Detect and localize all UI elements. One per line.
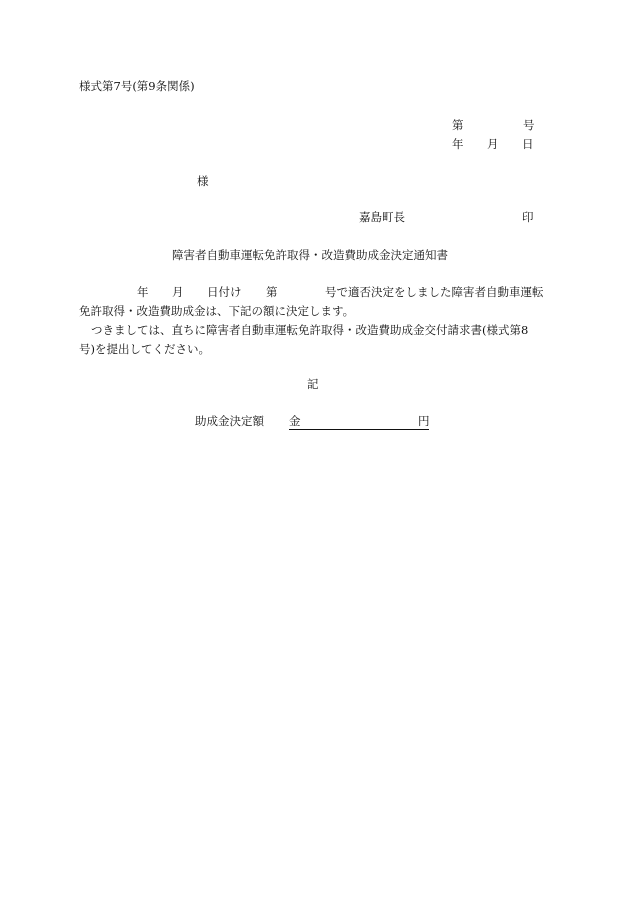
body-dated: 日付け — [207, 285, 242, 299]
sender-name: 嘉島町長 — [359, 210, 405, 224]
amount-underline — [289, 429, 429, 430]
body-text-line3: つきましては、直ちに障害者自動車運転免許取得・改造費助成金交付請求書(様式第8 — [91, 323, 529, 337]
amount-prefix: 金 — [289, 414, 301, 428]
body-text-line2: 免許取得・改造費助成金は、下記の額に決定します。 — [79, 304, 355, 318]
amount-suffix: 円 — [418, 414, 430, 428]
record-heading: 記 — [307, 377, 319, 391]
body-month: 月 — [172, 285, 184, 299]
form-number: 様式第7号(第9条関係) — [79, 79, 195, 93]
seal-mark: 印 — [522, 210, 534, 224]
amount-label: 助成金決定額 — [195, 414, 264, 428]
document-number-prefix: 第 — [452, 118, 464, 132]
date-month: 月 — [487, 137, 499, 151]
body-year: 年 — [137, 285, 149, 299]
date-year: 年 — [452, 137, 464, 151]
date-day: 日 — [522, 137, 534, 151]
body-text-line1: 号で適否決定をしました障害者自動車運転 — [325, 285, 544, 299]
document-number-suffix: 号 — [523, 118, 535, 132]
body-text-line4: 号)を提出してください。 — [79, 342, 210, 356]
document-title: 障害者自動車運転免許取得・改造費助成金決定通知書 — [172, 248, 448, 262]
addressee-suffix: 様 — [197, 174, 209, 188]
body-number-prefix: 第 — [266, 285, 278, 299]
